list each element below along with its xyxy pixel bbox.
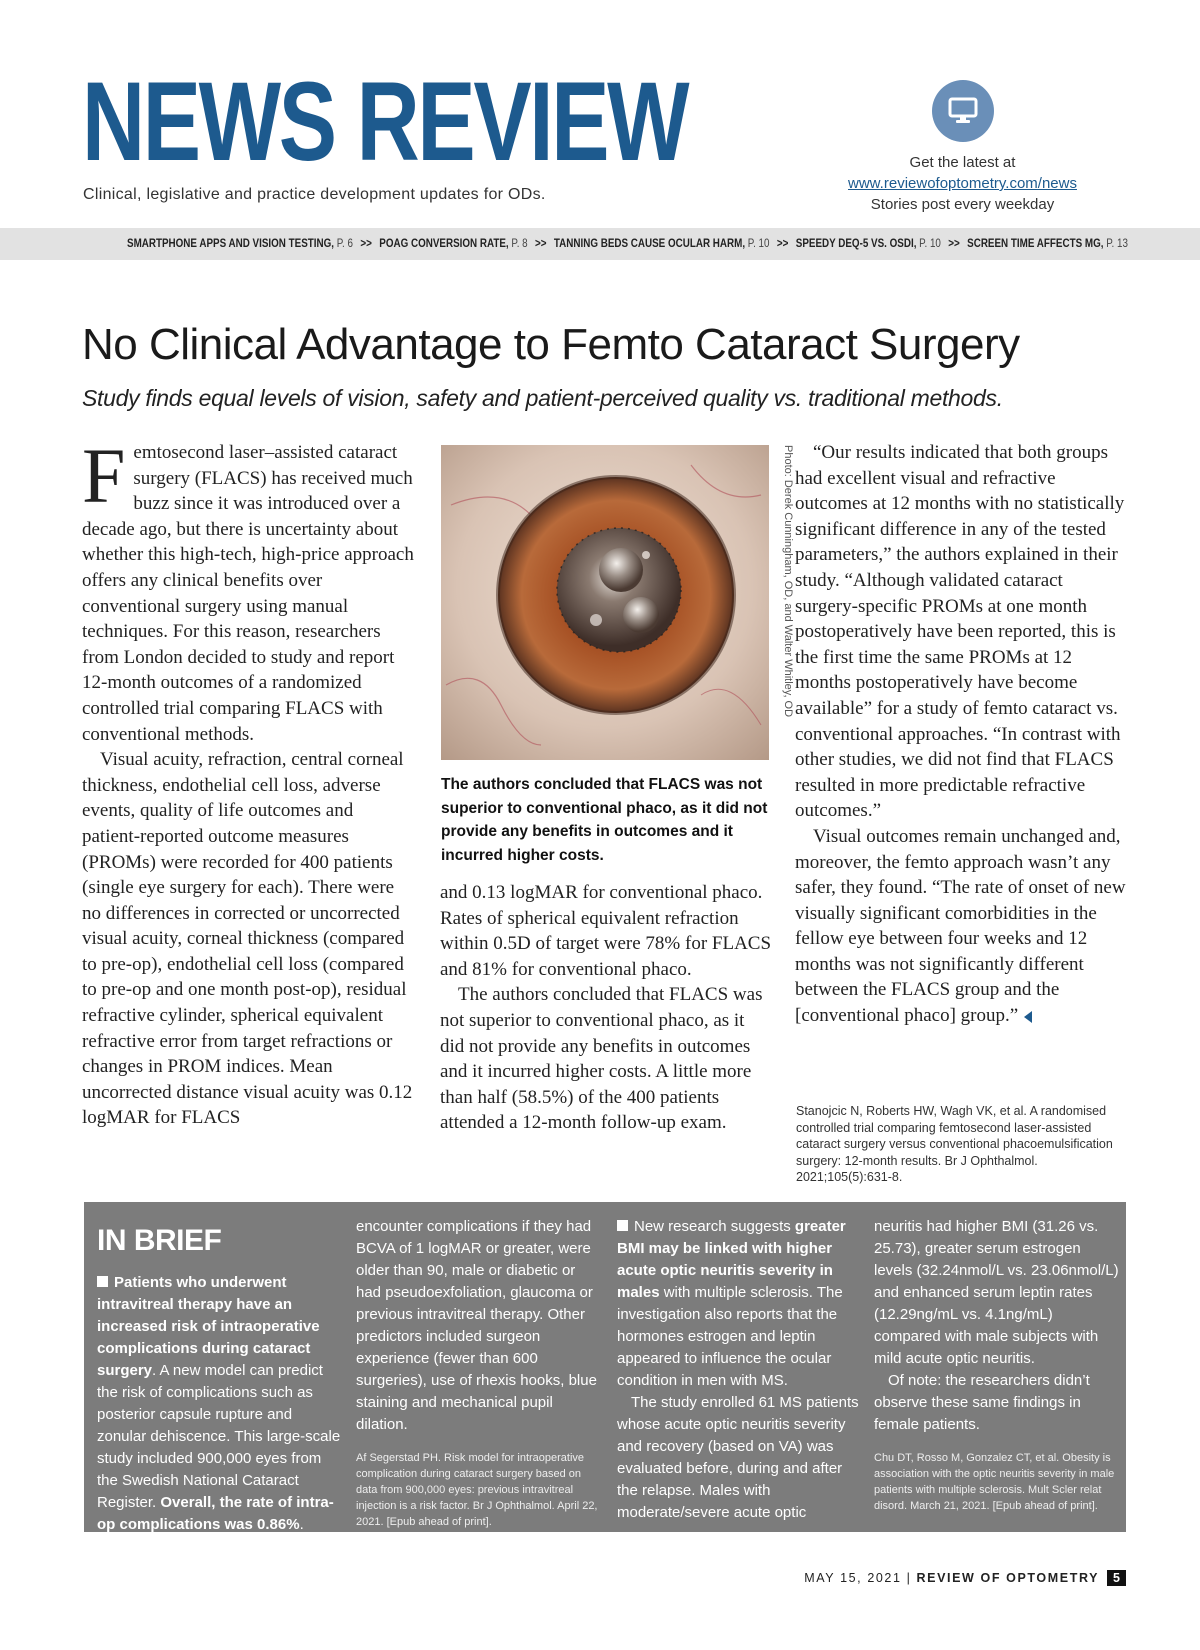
photo-credit: Photo: Derek Cunningham, OD, and Walter Whitley, OD <box>782 445 794 718</box>
page-folio <box>804 1570 1126 1586</box>
in-brief-column-1: IN BRIEF Patients who underwent intravitreal therapy have an increased risk of intraoperative complications during cataract surgery. A new model can predict the risk of complications such as posterior capsule rupture and zonular dehiscence. This large-scale study included 900,000 eyes from the Swedish National Cataract Register. Overall, the rate of intra-op complications was 0.86%. Patients were more likely to <box>97 1216 345 1558</box>
drop-cap: F <box>82 432 126 519</box>
story-index <box>127 236 1128 250</box>
index-separator: >> <box>360 236 372 250</box>
bullet-icon <box>97 1276 108 1287</box>
index-separator: >> <box>535 236 547 250</box>
bullet-icon <box>617 1220 628 1231</box>
end-mark-icon <box>1024 1011 1032 1023</box>
section-title: NEWS REVIEW <box>82 59 688 184</box>
body-paragraph: Visual outcomes remain unchanged and, moreover, the femto approach wasn’t any safer, they found. “The rate of onset of new visually significant comorbidities in the fellow eye between four weeks and 12 months was not significantly different between the FLACS group and the [conventional phaco] group.” <box>795 825 1126 1027</box>
promo-text: Get the latest at <box>909 154 1016 171</box>
issue-date: MAY 15, 2021 <box>804 1571 902 1585</box>
page-number: 5 <box>1107 1570 1126 1586</box>
article-reference: Stanojcic N, Roberts HW, Wagh VK, et al. A randomised controlled trial comparing femtosecond laser-assisted cataract surgery versus conventional phacoemulsification surgery: 12-month results. Br J Ophthalmol. 2021;105(5):631-8. <box>796 1104 1113 1184</box>
body-paragraph: Visual acuity, refraction, central corneal thickness, endothelial cell loss, adverse events, quality of life outcomes and patient-reported outcome measures (PROMs) were recorded for 400 patients (single eye surgery for each). There were no differences in corrected or uncorrected visual acuity, corneal thickness (compared to pre-op), endothelial cell loss (compared to pre-op and one month post-op), residual refractive cylinder, spherical equivalent refractive error from target refractions or changes in PROM indices. Mean uncorrected distance visual acuity was 0.12 logMAR for FLACS <box>82 749 413 1129</box>
brief-reference: Af Segerstad PH. Risk model for intraoperative complication during cataract surgery based on data from 900,000 eyes: previous intravitreal injection is a risk factor. Br J Ophthalmol. April 22, 2021. [Epub ahead of print]. <box>356 1452 598 1528</box>
index-item[interactable]: SCREEN TIME AFFECTS MG, P. 13 <box>967 236 1128 250</box>
brief-paragraph: encounter complications if they had BCVA of 1 logMAR or greater, were older than 90, male or diabetic or had pseudoexfoliation, glaucoma or previous intravitreal therapy. Other predictors included surgeon experience (fewer than 600 surgeries), use of rhexis hooks, blue staining and mechanical pupil dilation. <box>356 1218 597 1433</box>
index-item[interactable]: POAG CONVERSION RATE, P. 8 <box>379 236 528 250</box>
body-paragraph: emtosecond laser–assisted cataract surgery (FLACS) has received much buzz since it was introduced over a decade ago, but there is uncertainty about whether this high-tech, high-price approach offers any clinical benefits over conventional surgery using manual techniques. For this reason, researchers from London decided to study and report 12-month outcomes of a randomized controlled trial comparing FLACS with conventional methods. <box>82 442 414 745</box>
article-column-2 <box>440 880 772 1136</box>
publication-name: REVIEW OF OPTOMETRY <box>916 1571 1100 1585</box>
index-item[interactable]: SMARTPHONE APPS AND VISION TESTING, P. 6 <box>127 236 354 250</box>
folio-divider: | <box>906 1571 912 1585</box>
news-link[interactable]: www.reviewofoptometry.com/news <box>848 175 1077 192</box>
index-separator: >> <box>948 236 960 250</box>
monitor-icon <box>932 80 994 142</box>
brief-reference: Chu DT, Rosso M, Gonzalez CT, et al. Obesity is association with the optic neuritis severity in male patients with multiple sclerosis. Mult Scler relat disord. March 21, 2021. [Epub ahead of print]. <box>874 1452 1115 1512</box>
brief-paragraph: Of note: the researchers didn’t observe these same findings in female patients. <box>874 1372 1090 1433</box>
article-deck: Study finds equal levels of vision, safety and patient-perceived quality vs. traditional methods. <box>82 385 1003 411</box>
promo-frequency: Stories post every weekday <box>870 196 1055 213</box>
in-brief-column-2 <box>356 1216 604 1530</box>
body-paragraph: “Our results indicated that both groups had excellent visual and refractive outcomes at 12 months with no statistically significant difference in any of the tested parameters,” the authors explained in their study. “Although validated cataract surgery-specific PROMs at one month postoperatively have been reported, this is the first time the same PROMs at 12 months postoperatively have become available” for a study of femto cataract vs. conventional approaches. “In contrast with other studies, we did not find that FLACS resulted in more predictable refractive outcomes.” <box>795 442 1125 822</box>
story-index-bar <box>0 228 1200 260</box>
eye-surgery-photo <box>441 445 769 760</box>
body-paragraph: The authors concluded that FLACS was not superior to conventional phaco, as it did not provide any benefits in outcomes and it incurred higher costs. A little more than half (58.5%) of the 400 patients attended a 12-month follow-up exam. <box>440 984 763 1134</box>
photo-caption: The authors concluded that FLACS was not superior to conventional phaco, as it did not provide any benefits in outcomes and it incurred higher costs. <box>441 776 768 864</box>
brief-paragraph: The study enrolled 61 MS patients whose acute optic neuritis severity and recovery (based on VA) was evaluated before, during and after the relapse. Males with moderate/severe acute optic <box>617 1394 859 1521</box>
in-brief-column-4 <box>874 1216 1122 1514</box>
index-item[interactable]: SPEEDY DEQ-5 VS. OSDI, P. 10 <box>795 236 941 250</box>
section-subtitle: Clinical, legislative and practice development updates for ODs. <box>83 186 546 203</box>
in-brief-title: IN BRIEF <box>97 1224 222 1257</box>
in-brief-box <box>84 1202 1126 1555</box>
web-promo <box>820 80 1105 215</box>
article-headline: No Clinical Advantage to Femto Cataract Surgery <box>82 320 1020 369</box>
index-separator: >> <box>776 236 789 250</box>
brief-paragraph: neuritis had higher BMI (31.26 vs. 25.73), greater serum estrogen levels (32.24nmol/L vs. 23.06nmol/L) and enhanced serum leptin rates (12.29ng/mL vs. 4.1ng/mL) compared with male subjects with mild acute optic neuritis. <box>874 1218 1119 1367</box>
article-column-1 <box>82 432 414 1131</box>
index-item[interactable]: TANNING BEDS CAUSE OCULAR HARM, P. 10 <box>553 236 770 250</box>
body-paragraph: and 0.13 logMAR for conventional phaco. Rates of spherical equivalent refraction within 0.5D of target were 78% for FLACS and 81% for conventional phaco. <box>440 882 772 980</box>
in-brief-column-3: New research suggests greater BMI may be linked with higher acute optic neuritis severity in males with multiple sclerosis. The investigation also reports that the hormones estrogen and leptin appeared to influence the ocular condition in men with MS. The study enrolled 61 MS patients whose acute optic neuritis severity and recovery (based on VA) was evaluated before, during and after the relapse. Males with moderate/severe acute optic <box>617 1216 865 1524</box>
article-column-3 <box>795 440 1127 1029</box>
